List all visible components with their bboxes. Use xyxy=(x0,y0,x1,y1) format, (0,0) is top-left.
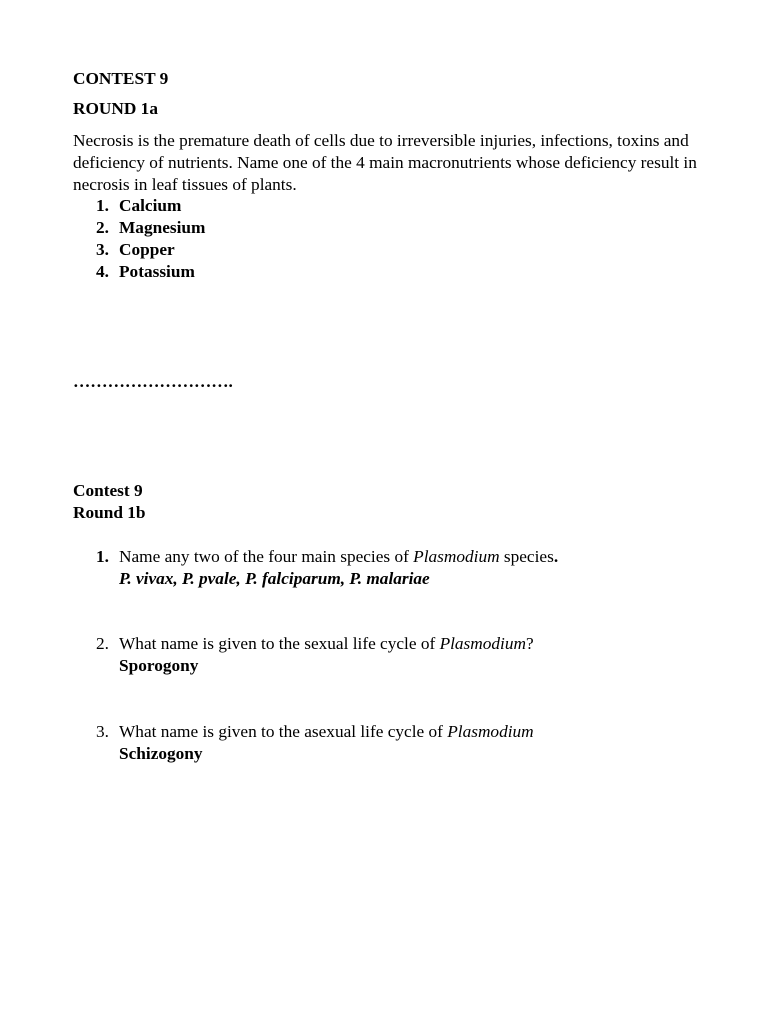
question-end-punct: . xyxy=(553,547,559,566)
round-title-2: Round 1b xyxy=(73,503,146,522)
question-text-end: ? xyxy=(525,634,534,653)
answer-text: Sporogony xyxy=(119,656,199,675)
contest-title-2: Contest 9 xyxy=(73,481,143,500)
list-item-number: 1. xyxy=(96,196,109,215)
question-text-start: What name is given to the sexual life cycle of xyxy=(119,634,440,653)
question-number: 2. xyxy=(96,634,109,653)
question-text xyxy=(119,633,534,655)
separator-dots: ………………………. xyxy=(73,372,233,391)
question-italic-term: Plasmodium xyxy=(413,547,500,566)
question-number: 3. xyxy=(96,722,109,741)
question-number: 1. xyxy=(96,547,109,566)
question-text-start: Name any two of the four main species of xyxy=(119,547,414,566)
question-item xyxy=(73,633,698,677)
list-item-label: Calcium xyxy=(119,196,182,215)
list-item-label: Copper xyxy=(119,240,175,259)
answer-text: Schizogony xyxy=(119,744,203,763)
question-italic-term: Plasmodium xyxy=(439,634,526,653)
question-text-start: What name is given to the asexual life cycle of xyxy=(119,722,448,741)
question-text xyxy=(119,546,558,568)
list-item xyxy=(73,195,373,217)
round-title: ROUND 1a xyxy=(73,99,158,118)
contest-title: CONTEST 9 xyxy=(73,69,169,88)
list-item-number: 4. xyxy=(96,262,109,281)
list-item xyxy=(73,239,373,261)
list-item xyxy=(73,261,373,283)
question-item xyxy=(73,546,698,590)
list-item-number: 2. xyxy=(96,218,109,237)
list-item-number: 3. xyxy=(96,240,109,259)
list-item-label: Magnesium xyxy=(119,218,206,237)
list-item-label: Potassium xyxy=(119,262,195,281)
question-item xyxy=(73,721,698,765)
list-item xyxy=(73,217,373,239)
question-italic-term: Plasmodium xyxy=(447,722,534,741)
answer-text: P. vivax, P. pvale, P. falciparum, P. malariae xyxy=(119,569,430,588)
question-text: Necrosis is the premature death of cells due to irreversible injuries, infections, toxins and deficiency of nutrients. Name one of the 4 main macronutrients whose deficiency result in necrosis in leaf tissues of plants. xyxy=(73,131,697,194)
question-text xyxy=(119,721,534,743)
question-text-end: species xyxy=(499,547,554,566)
